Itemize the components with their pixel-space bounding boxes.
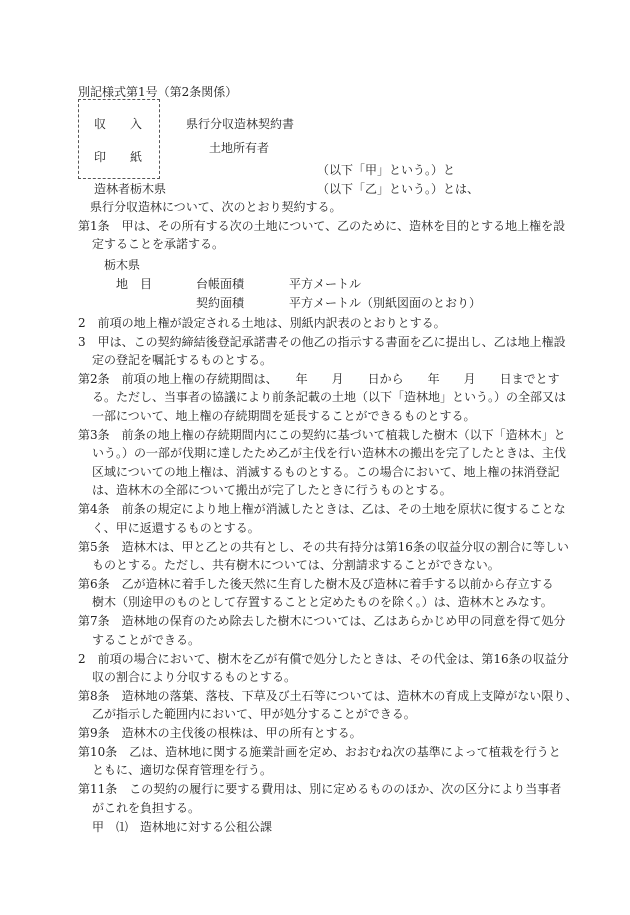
- article-11-line-2: がこれを負担する。: [92, 801, 201, 815]
- article-6-line-2: 樹木（別途甲のものとして存置することと定めたものを除く。）は、造林木とみなす。: [92, 595, 553, 609]
- land-prefecture: 栃木県: [104, 258, 141, 272]
- article-6-line-1: 第6条 乙が造林に着手した後天然に生育した樹木及び造林に着手する以前から存立する: [78, 577, 554, 591]
- forester-label: 造林者栃木県: [94, 182, 167, 196]
- article-3-line-4: は、造林木の全部について搬出が完了したときに行うものとする。: [92, 483, 452, 497]
- article-9-line-1: 第9条 造林木の主伐後の根株は、甲の所有とする。: [78, 726, 362, 740]
- article-8-line-2: 乙が指示した範囲内において、甲が処分することができる。: [92, 707, 416, 721]
- article-7-line-2: することができる。: [92, 633, 201, 647]
- stamp-label-top: 収 入: [94, 117, 143, 131]
- stamp-label-bottom: 印 紙: [94, 150, 143, 164]
- article-7-para-2-line-2: 収の割合により分収するものとする。: [92, 670, 297, 684]
- revenue-stamp-box: [78, 99, 160, 179]
- article-2-line-2: る。ただし、当事者の協議により前条記載の土地（以下「造林地」という。）の全部又は: [92, 390, 567, 404]
- article-3-line-2: いう。）の一部が伐期に達したため乙が主伐を行い造林木の搬出を完了したときは、主伐: [92, 446, 567, 460]
- article-2-line-1: 第2条 前項の地上権の存続期間は、 年 月 日から 年 月 日までとす: [78, 372, 560, 386]
- article-5-line-1: 第5条 造林木は、甲と乙との共有とし、その共有持分は第16条の収益分収の割合に等しい: [78, 540, 569, 554]
- article-10-line-1: 第10条 乙は、造林地に関する施業計画を定め、おおむね次の基準によって植栽を行うと: [78, 745, 561, 759]
- landowner-note: （以下「甲」という。）と: [317, 163, 456, 177]
- article-11-item-1: 甲 ⑴ 造林地に対する公租公課: [92, 820, 273, 834]
- article-2-line-3: 一部について、地上権の存続期間を延長することができるものとする。: [92, 409, 476, 423]
- contract-area-label: 契約面積: [196, 296, 245, 310]
- landowner-label: 土地所有者: [209, 141, 270, 155]
- contract-area-unit: 平方メートル（別紙図面のとおり）: [289, 296, 482, 310]
- register-area-label: 台帳面積: [196, 277, 245, 291]
- article-7-para-2-line-1: 2 前項の場合において、樹木を乙が有償で処分したときは、その代金は、第16条の収益分: [78, 652, 569, 666]
- land-category-label: 地 目: [116, 277, 153, 291]
- article-11-line-1: 第11条 この契約の履行に要する費用は、別に定めるもののほか、次の区分により当事者: [78, 782, 562, 796]
- article-3-line-3: 区域についての地上権は、消滅するものとする。この場合において、地上権の抹消登記: [92, 465, 560, 479]
- article-10-line-2: ともに、適切な保育管理を行う。: [92, 763, 273, 777]
- article-4-line-2: く、甲に返還するものとする。: [92, 521, 260, 535]
- article-1-para-3-line-2: 定の登記を嘱託するものとする。: [92, 353, 273, 367]
- article-1-para-2: 2 前項の地上権が設定される土地は、別紙内訳表のとおりとする。: [78, 316, 446, 330]
- article-1-line-1: 第1条 甲は、その所有する次の土地について、乙のために、造林を目的とする地上権を設: [78, 219, 566, 233]
- article-7-line-1: 第7条 造林地の保育のため除去した樹木については、乙はあらかじめ甲の同意を得て処分: [78, 614, 566, 628]
- article-1-line-2: 定することを承諾する。: [92, 237, 225, 251]
- article-8-line-1: 第8条 造林地の落葉、落枝、下草及び土石等については、造林木の育成上支障がない限り、: [78, 689, 578, 703]
- document-title: 県行分収造林契約書: [186, 117, 295, 131]
- article-3-line-1: 第3条 前条の地上権の存続期間内にこの契約に基づいて植栽した樹木（以下「造林木」と: [78, 428, 566, 442]
- article-1-para-3-line-1: 3 甲は、この契約締結後登記承諾書その他乙の指示する書面を乙に提出し、乙は地上権設: [78, 335, 566, 349]
- register-area-unit: 平方メートル: [289, 277, 362, 291]
- form-label: 別記様式第1号（第2条関係）: [78, 85, 238, 99]
- forester-note: （以下「乙」という。）とは、: [317, 182, 480, 196]
- article-5-line-2: ものとする。ただし、共有樹木については、分割請求することができない。: [92, 558, 500, 572]
- preamble: 県行分収造林について、次のとおり契約する。: [90, 200, 342, 214]
- article-4-line-1: 第4条 前条の規定により地上権が消滅したときは、乙は、その土地を原状に復することな: [78, 502, 566, 516]
